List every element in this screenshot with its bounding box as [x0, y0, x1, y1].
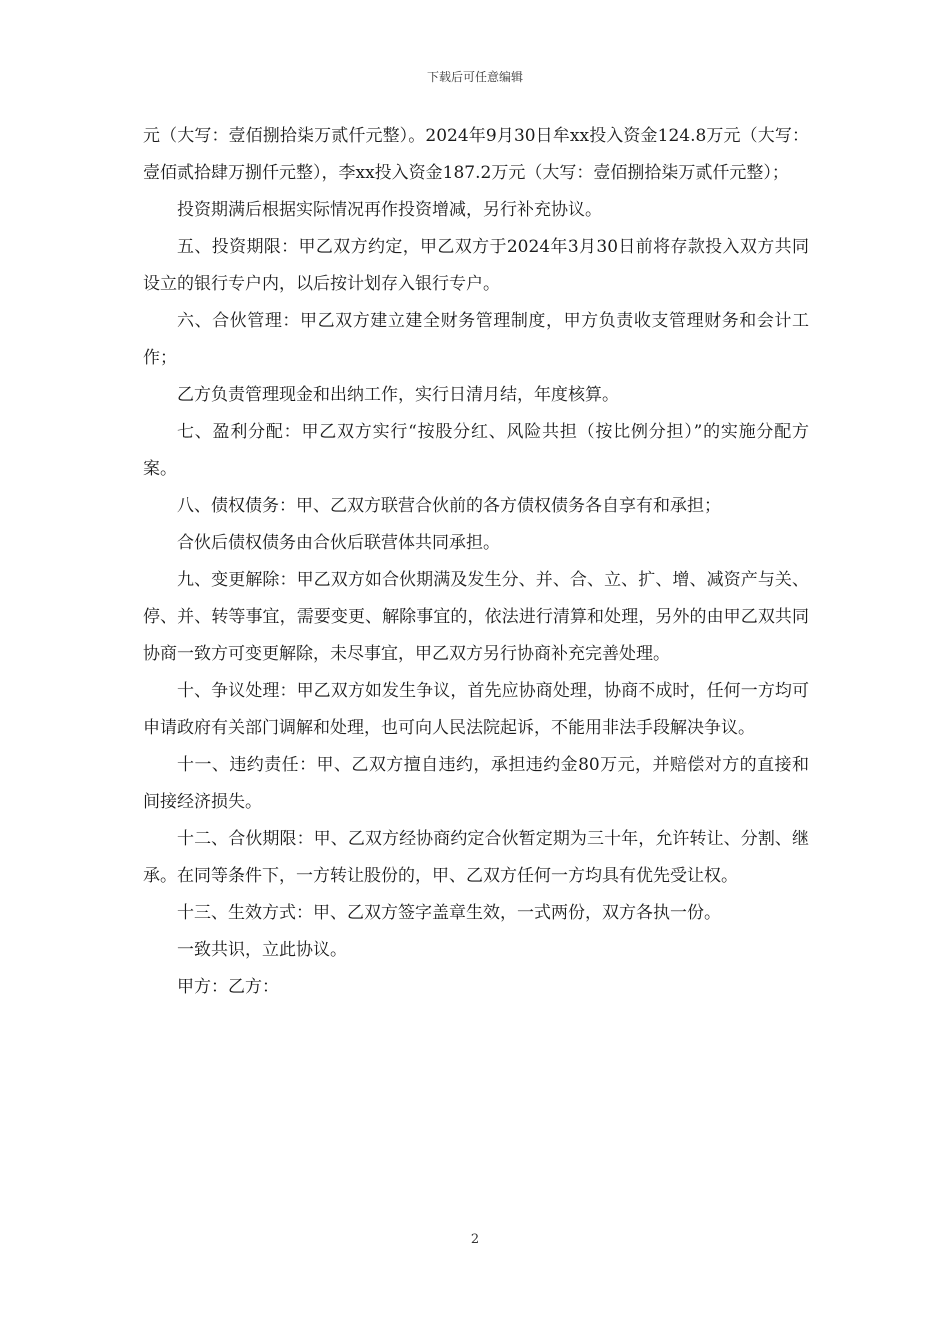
page-number: 2 — [470, 1232, 480, 1247]
paragraph-breach-liability: 十一、违约责任：甲、乙双方擅自违约，承担违约金80万元，并赔偿对方的直接和间接经济损失。 — [143, 755, 809, 812]
paragraph-partnership-management: 六、合伙管理：甲乙双方建立建全财务管理制度，甲方负责收支管理财务和会计工作； — [143, 311, 809, 368]
document-body — [143, 118, 809, 1006]
paragraph-investment-adjustment: 投资期满后根据实际情况再作投资增减，另行补充协议。 — [177, 200, 602, 220]
signature-line: 甲方：乙方： — [177, 977, 279, 997]
paragraph-effective-method: 十三、生效方式：甲、乙双方签字盖章生效，一式两份，双方各执一份。 — [177, 903, 721, 923]
paragraph-partnership-term: 十二、合伙期限：甲、乙双方经协商约定合伙暂定期为三十年，允许转让、分割、继承。在同等条件下，一方转让股份的，甲、乙双方任何一方均具有优先受让权。 — [143, 829, 809, 886]
paragraph-claims-debts: 八、债权债务：甲、乙双方联营合伙前的各方债权债务各自享有和承担； — [177, 496, 721, 516]
paragraph-investment-amounts: 元（大写：壹佰捌拾柒万贰仟元整）。2024年9月30日牟xx投入资金124.8万元（大写：壹佰贰拾肆万捌仟元整），李xx投入资金187.2万元（大写：壹佰捌拾柒万贰仟元整）； — [143, 126, 809, 183]
paragraph-profit-distribution: 七、盈利分配：甲乙双方实行“按股分红、风险共担（按比例分担）”的实施分配方案。 — [143, 422, 809, 479]
paragraph-consensus: 一致共识，立此协议。 — [177, 940, 347, 960]
paragraph-investment-period: 五、投资期限：甲乙双方约定，甲乙双方于2024年3月30日前将存款投入双方共同设立的银行专户内，以后按计划存入银行专户。 — [143, 237, 809, 294]
page-header: 下载后可任意编辑 — [426, 70, 523, 84]
paragraph-dispute-resolution: 十、争议处理：甲乙双方如发生争议，首先应协商处理，协商不成时，任何一方均可申请政府有关部门调解和处理，也可向人民法院起诉，不能用非法手段解决争议。 — [143, 681, 809, 738]
paragraph-change-termination: 九、变更解除：甲乙双方如合伙期满及发生分、并、合、立、扩、增、减资产与关、停、并、转等事宜，需要变更、解除事宜的，依法进行清算和处理，另外的由甲乙双共同协商一致方可变更解除，未尽事宜，甲乙双方另行协商补充完善处理。 — [143, 570, 809, 664]
paragraph-post-partnership-debts: 合伙后债权债务由合伙后联营体共同承担。 — [177, 533, 500, 553]
paragraph-cash-management: 乙方负责管理现金和出纳工作，实行日清月结，年度核算。 — [177, 385, 619, 405]
